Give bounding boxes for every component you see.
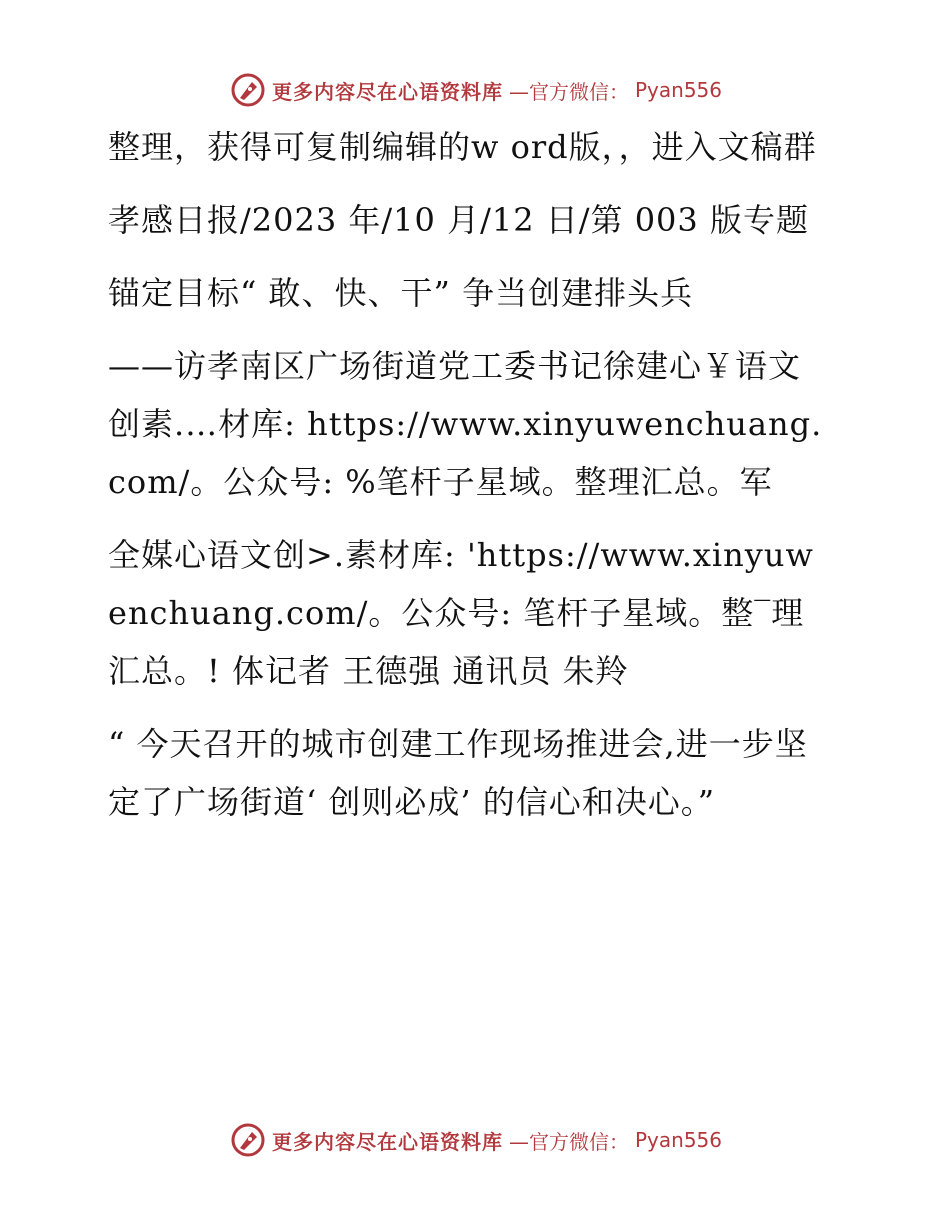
document-body	[96, 118, 831, 831]
watermark-account: Pyan556	[635, 1128, 723, 1152]
watermark-account: Pyan556	[635, 78, 723, 102]
paragraph-subheadline: ——访孝南区广场街道党工委书记徐建心￥语文创素.…材库: https://www.xinyuwenchuang.com/。公众号: %笔杆子星域。整理汇总。军	[108, 347, 823, 501]
header-watermark	[230, 70, 750, 110]
footer-watermark	[230, 1120, 750, 1160]
pen-nib-logo-icon	[230, 1122, 266, 1158]
paragraph-headline: 锚定目标“ 敢、快、干” 争当创建排头兵	[108, 274, 694, 312]
watermark-text: 更多内容尽在心语资料库	[272, 79, 503, 104]
paragraph-intro: 整理，获得可复制编辑的w ord版，，进入文稿群	[108, 128, 817, 166]
watermark-text: 更多内容尽在心语资料库	[272, 1129, 503, 1154]
watermark-separator: —官方微信：	[509, 1129, 629, 1154]
paragraph-byline: 全媒心语文创>.素材库: 'https://www.xinyuwenchuang.com/。公众号: 笔杆子星域。整‾理汇总。! 体记者 王德强 通讯员 朱羚	[108, 536, 814, 690]
watermark-separator: —官方微信：	[509, 79, 629, 104]
paragraph-quote: “ 今天召开的城市创建工作现场推进会,进一步坚定了广场街道‘ 创则必成’ 的信心和决心。”	[108, 725, 808, 821]
pen-nib-logo-icon	[230, 72, 266, 108]
paragraph-source-line: 孝感日报/2023 年/10 月/12 日/第 003 版专题	[108, 201, 809, 239]
